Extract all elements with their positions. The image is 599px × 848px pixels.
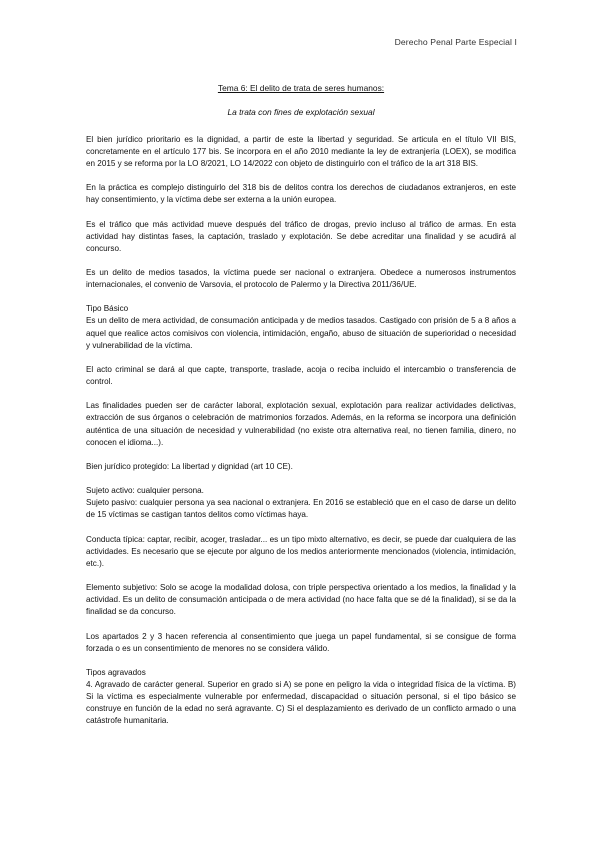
agravados-text: 4. Agravado de carácter general. Superior en grado si A) se pone en peligro la vida o integridad física de la víctima. B) Si la víctima es especialmente vulnerable por enfermedad, discapacidad o situación personal, si el tipo básico se construye en función de la edad no será agravante. C) Si el desplazamiento es derivado de un conflicto armado o una catástrofe humanitaria. bbox=[86, 680, 516, 726]
page-header: Derecho Penal Parte Especial I bbox=[394, 37, 517, 47]
sujeto-activo: Sujeto activo: cualquier persona. bbox=[86, 486, 204, 496]
tipo-basico-block bbox=[86, 303, 516, 351]
paragraph-acto-criminal: El acto criminal se dará al que capte, transporte, traslade, acoja o reciba incluido el intercambio o transferencia de control. bbox=[86, 364, 516, 387]
paragraph-medios-tasados: Es un delito de medios tasados, la víctima puede ser nacional o extranjera. Obedece a numerosos instrumentos internacionales, el convenio de Varsovia, el protocolo de Palermo y la Directiva 2011/36/UE. bbox=[86, 268, 516, 290]
paragraph-elemento-subjetivo: Elemento subjetivo: Solo se acoge la modalidad dolosa, con triple perspectiva orientado a los medios, la finalidad y la actividad. Es un delito de consumación anticipada o de mera actividad (no hace falta que se dé la finalidad), si se da la finalidad se da concurso. bbox=[86, 583, 516, 617]
document-body bbox=[86, 82, 516, 740]
paragraph-bien-juridico: El bien jurídico prioritario es la dignidad, a partir de este la libertad y seguridad. Se articula en el título VII BIS, concretamente en el artículo 177 bis. Se incorpora en el año 2010 mediante la ley de extranjería (LOEX), se modifica en 2015 y se reforma por la LO 8/2021, LO 14/2022 con objeto de distinguirlo con el tráfico de la art 318 BIS. bbox=[86, 134, 516, 168]
sujetos-block bbox=[86, 485, 516, 521]
agravados-block bbox=[86, 667, 516, 727]
tipo-basico-text: Es un delito de mera actividad, de consumación anticipada y de medios tasados. Castigado con prisión de 5 a 8 años a aquel que realice actos comisivos con violencia, intimidación, engaño, abuso de situación de superioridad o necesidad y vulnerabilidad de la víctima. bbox=[86, 316, 516, 350]
section-subtitle: La trata con fines de explotación sexual bbox=[227, 106, 375, 117]
paragraph-bien-protegido: Bien jurídico protegido: La libertad y dignidad (art 10 CE). bbox=[86, 461, 293, 471]
paragraph-finalidades: Las finalidades pueden ser de carácter laboral, explotación sexual, explotación para realizar actividades delictivas, extracción de sus órganos o celebración de matrimonios forzados. Además, en la reforma se incorpora una definición auténtica de una situación de necesidad y vulnerabilidad (no existe otra alternativa real, no tienen familia, dinero, no conocen el idioma...). bbox=[86, 401, 516, 447]
tipo-basico-heading: Tipo Básico bbox=[86, 304, 129, 314]
paragraph-conducta-tipica: Conducta típica: captar, recibir, acoger, trasladar... es un tipo mixto alternativo, es decir, se puede dar cualquiera de las actividades. Es necesario que se ejecute por alguno de los medios anteriormente mencionados (violencia, intimidación, etc.). bbox=[86, 534, 516, 568]
sujeto-pasivo: Sujeto pasivo: cualquier persona ya sea nacional o extranjera. En 2016 se estableció que en el caso de darse un delito de 15 víctimas se castigan tantos delitos como víctimas haya. bbox=[86, 498, 516, 520]
agravados-heading: Tipos agravados bbox=[86, 667, 146, 677]
section-title: Tema 6: El delito de trata de seres humanos: bbox=[217, 83, 385, 93]
paragraph-trafico: Es el tráfico que más actividad mueve después del tráfico de drogas, previo incluso al tráfico de armas. En esta actividad hay distintas fases, la captación, traslado y explotación. Se debe acreditar una finalidad y se acudirá al concurso. bbox=[86, 219, 516, 253]
paragraph-practica: En la práctica es complejo distinguirlo del 318 bis de delitos contra los derechos de ciudadanos extranjeros, en este hay consentimiento, y la víctima debe ser externa a la unión europea. bbox=[86, 183, 516, 205]
paragraph-consentimiento: Los apartados 2 y 3 hacen referencia al consentimiento que juega un papel fundamental, si se consigue de forma forzada o es un consentimiento de menores no se considera válido. bbox=[86, 631, 516, 653]
